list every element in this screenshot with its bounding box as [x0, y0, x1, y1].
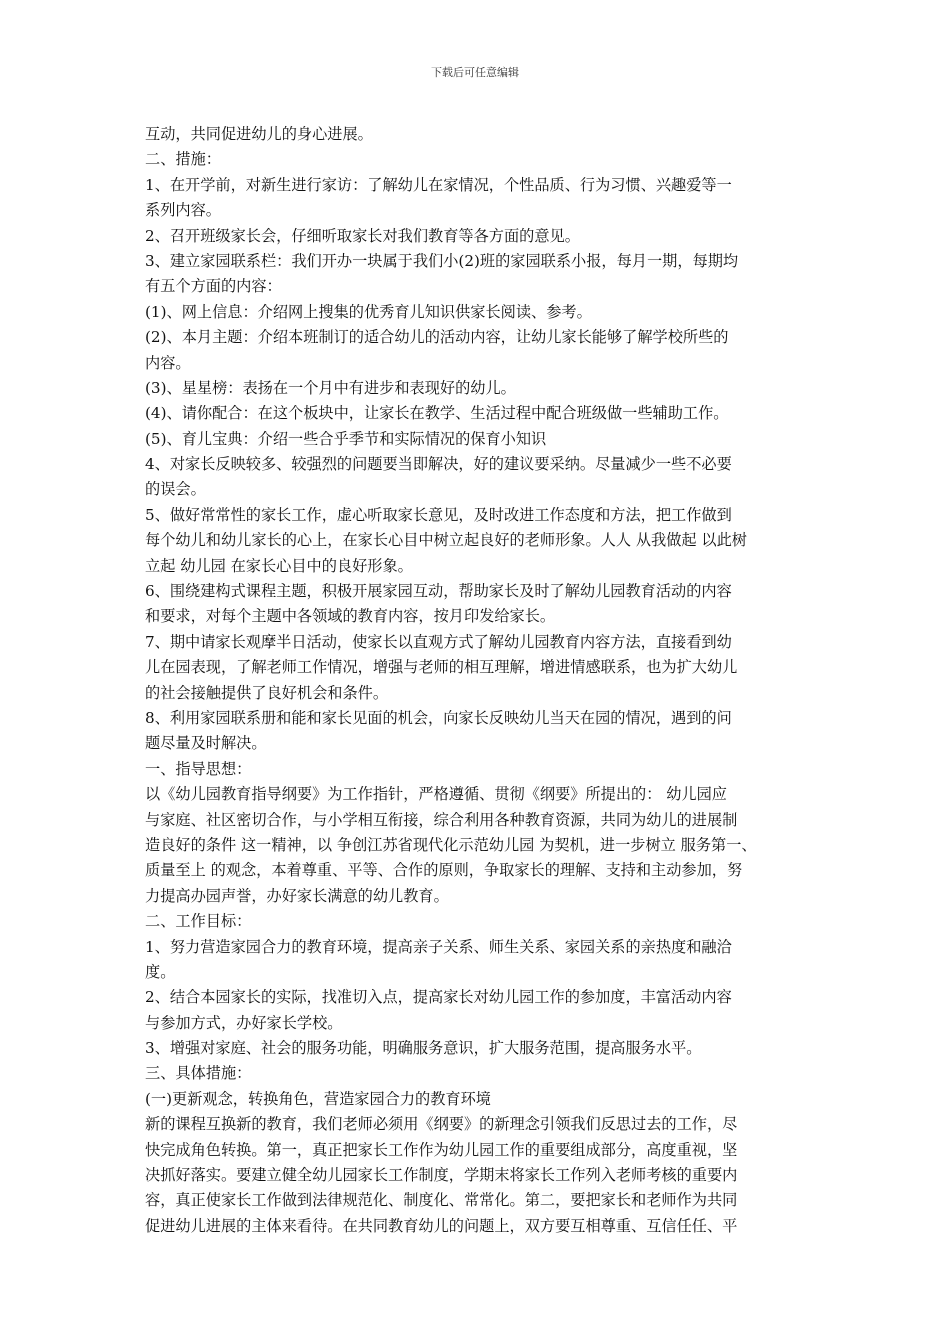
text-line: 6、围绕建构式课程主题，积极开展家园互动，帮助家长及时了解幼儿园教育活动的内容 — [145, 582, 732, 601]
text-line: 有五个方面的内容： — [145, 277, 282, 296]
text-line: 的误会。 — [145, 480, 206, 499]
text-line: 快完成角色转换。第一，真正把家长工作作为幼儿园工作的重要组成部分，高度重视，坚 — [145, 1140, 738, 1159]
text-line: (2)、本月主题：介绍本班制订的适合幼儿的活动内容，让幼儿家长能够了解学校所些的 — [145, 328, 729, 347]
text-line: 力提高办园声誉，办好家长满意的幼儿教育。 — [145, 886, 449, 905]
text-line: 系列内容。 — [145, 201, 221, 220]
text-line: 一、指导思想： — [145, 759, 252, 778]
text-line: 1、努力营造家园合力的教育环境，提高亲子关系、师生关系、家园关系的亲热度和融洽 — [145, 937, 732, 956]
text-line: 促进幼儿进展的主体来看待。在共同教育幼儿的问题上，双方要互相尊重、互信任任、平 — [145, 1216, 738, 1235]
text-line: 二、工作目标： — [145, 912, 252, 931]
text-line: 8、利用家园联系册和能和家长见面的机会，向家长反映幼儿当天在园的情况，遇到的问 — [145, 708, 732, 727]
text-line: 二、措施： — [145, 150, 221, 169]
text-line: 7、期中请家长观摩半日活动，使家长以直观方式了解幼儿园教育内容方法，直接看到幼 — [145, 632, 732, 651]
text-line: 4、对家长反映较多、较强烈的问题要当即解决，好的建议要采纳。尽量减少一些不必要 — [145, 455, 732, 474]
text-line: 2、召开班级家长会，仔细听取家长对我们教育等各方面的意见。 — [145, 226, 580, 245]
text-line: 2、结合本园家长的实际，找准切入点，提高家长对幼儿园工作的参加度，丰富活动内容 — [145, 988, 732, 1007]
text-line: 与参加方式，办好家长学校。 — [145, 1013, 343, 1032]
text-line: 容，真正使家长工作做到法律规范化、制度化、常常化。第二，要把家长和老师作为共同 — [145, 1191, 738, 1210]
text-line: (3)、星星榜：表扬在一个月中有进步和表现好的幼儿。 — [145, 378, 516, 397]
text-line: 5、做好常常性的家长工作，虚心听取家长意见，及时改进工作态度和方法，把工作做到 — [145, 505, 732, 524]
text-line: 3、增强对家庭、社会的服务功能，明确服务意识，扩大服务范围，提高服务水平。 — [145, 1039, 702, 1058]
text-line: 决抓好落实。要建立健全幼儿园家长工作制度，学期末将家长工作列入老师考核的重要内 — [145, 1166, 738, 1185]
text-line: 造良好的条件 这一精神，以 争创江苏省现代化示范幼儿园 为契机，进一步树立 服务第一、 — [145, 835, 757, 854]
text-line: 度。 — [145, 962, 176, 981]
text-line: 新的课程互换新的教育，我们老师必须用《纲要》的新理念引领我们反思过去的工作，尽 — [145, 1115, 738, 1134]
text-line: 互动，共同促进幼儿的身心进展。 — [145, 125, 373, 143]
document-body — [145, 122, 813, 1239]
text-line: 儿在园表现，了解老师工作情况，增强与老师的相互理解，增进情感联系，也为扩大幼儿 — [145, 658, 738, 677]
text-line: (1)、网上信息：介绍网上搜集的优秀育儿知识供家长阅读、参考。 — [145, 302, 592, 321]
text-line: (4)、请你配合：在这个板块中，让家长在教学、生活过程中配合班级做一些辅助工作。 — [145, 404, 729, 423]
text-line: (5)、育儿宝典：介绍一些合乎季节和实际情况的保育小知识 — [145, 429, 547, 448]
text-line: 的社会接触提供了良好机会和条件。 — [145, 683, 388, 702]
text-line: 和要求，对每个主题中各领域的教育内容，按月印发给家长。 — [145, 607, 556, 626]
text-line: 题尽量及时解决。 — [145, 734, 267, 753]
text-line: 内容。 — [145, 353, 191, 372]
text-line: 3、建立家园联系栏：我们开办一块属于我们小(2)班的家园联系小报，每月一期，每期均 — [145, 251, 739, 270]
text-line: 以《幼儿园教育指导纲要》为工作指针，严格遵循、贯彻《纲要》所提出的： 幼儿园应 — [145, 785, 727, 804]
text-line: 每个幼儿和幼儿家长的心上，在家长心目中树立起良好的老师形象。人人 从我做起 以此树 — [145, 531, 747, 550]
text-line: 三、具体措施： — [145, 1064, 252, 1083]
text-line: 质量至上 的观念，本着尊重、平等、合作的原则，争取家长的理解、支持和主动参加，努 — [145, 861, 743, 880]
text-line: (一)更新观念，转换角色，营造家园合力的教育环境 — [145, 1089, 491, 1108]
text-line: 与家庭、社区密切合作，与小学相互衔接，综合利用各种教育资源，共同为幼儿的进展制 — [145, 810, 738, 829]
text-line: 1、在开学前，对新生进行家访：了解幼儿在家情况，个性品质、行为习惯、兴趣爱等一 — [145, 175, 732, 194]
page-header: 下载后可任意编辑 — [431, 66, 519, 79]
text-line: 立起 幼儿园 在家长心目中的良好形象。 — [145, 556, 413, 575]
